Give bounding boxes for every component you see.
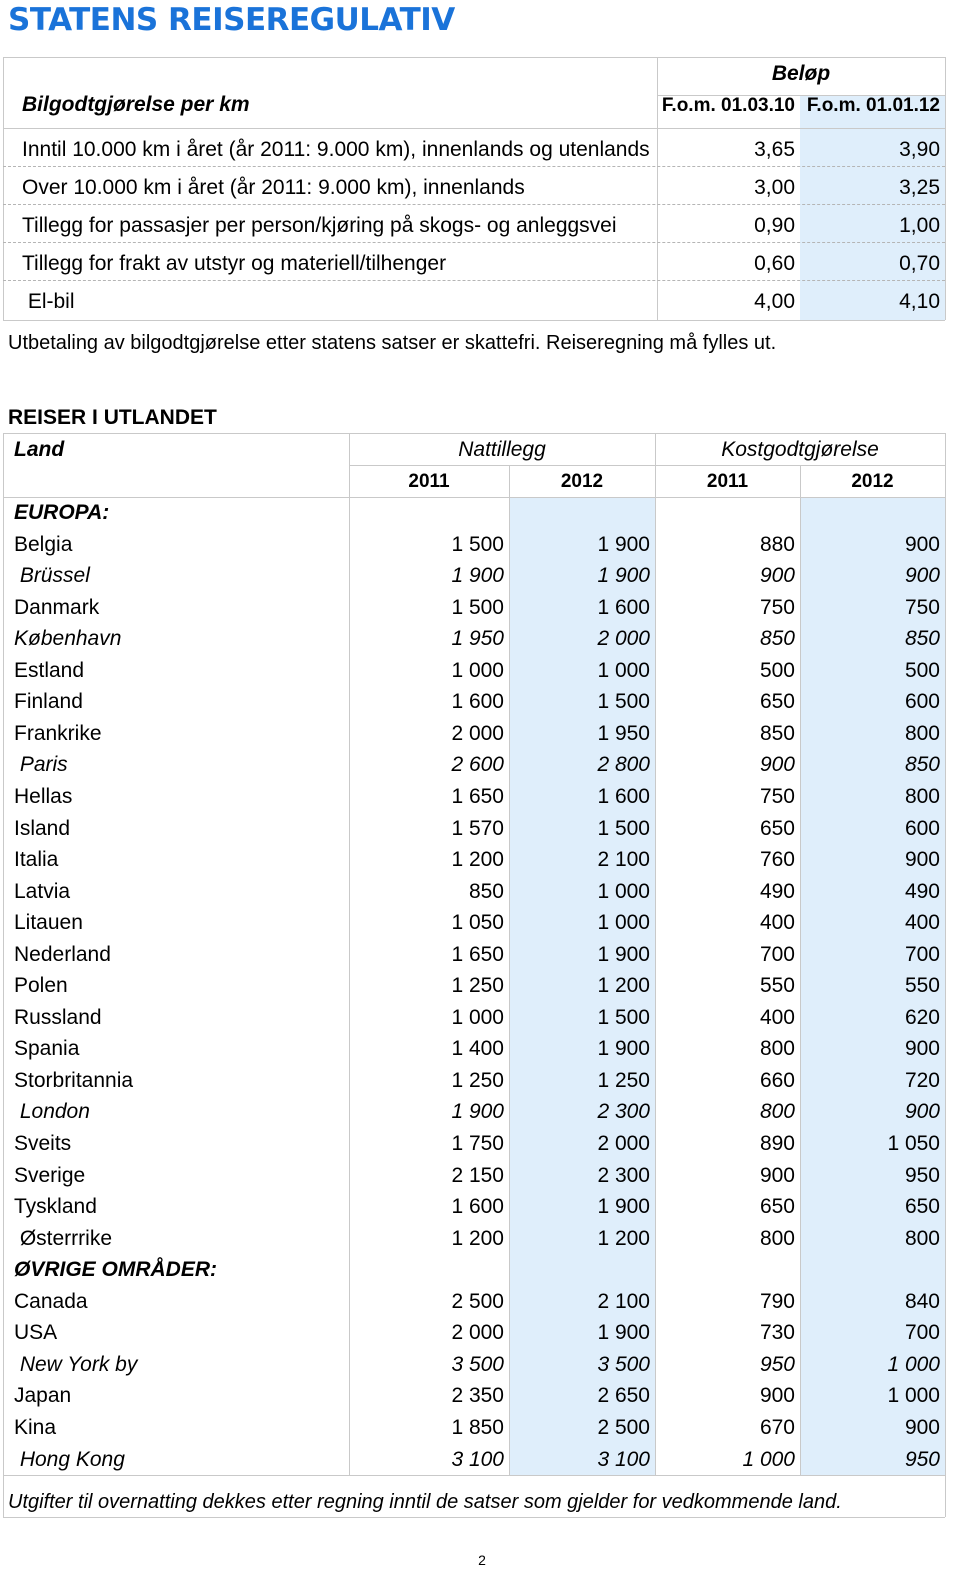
rate-value: 1 000 [451,1006,504,1029]
rate-value: 900 [904,1100,940,1123]
country-label: USA [14,1321,58,1344]
rate-value: 1 000 [887,1353,940,1376]
country-label: London [14,1100,90,1123]
country-label: Spania [14,1037,80,1060]
rate-value: 700 [759,943,795,966]
year-header: 2011 [408,471,450,492]
abroad-footer-note: Utgifter til overnatting dekkes etter regning inntil de satser som gjelder for vedkommende land. [8,1491,842,1513]
rate-value: 2 300 [597,1164,650,1187]
rate-value: 2 150 [451,1164,504,1187]
rate-value: 1 900 [597,943,650,966]
rate-value: 1 500 [597,690,650,713]
rate-value: 1 500 [451,596,504,619]
rate-value: 1 900 [597,1037,650,1060]
rate-value: 2 000 [597,1132,650,1155]
car-row-value: 4,00 [754,290,795,313]
year-header: 2012 [560,471,604,492]
rate-value: 750 [904,596,940,619]
rate-value: 790 [759,1290,795,1313]
rate-value: 1 900 [597,1321,650,1344]
rate-value: 1 950 [451,627,504,650]
rate-value: 1 000 [742,1448,795,1471]
country-label: Japan [14,1384,72,1407]
country-label: Sveits [14,1132,72,1155]
rate-value: 1 900 [451,1100,504,1123]
rate-value: 900 [759,564,795,587]
rate-value: 1 950 [597,722,650,745]
col-header-2012: F.o.m. 01.01.12 [806,95,940,116]
rate-value: 900 [904,533,940,556]
year-header: 2012 [851,471,894,492]
rate-value: 1 750 [451,1132,504,1155]
car-row-label: Inntil 10.000 km i året (år 2011: 9.000 km), innenlands og utenlands [22,138,650,161]
page-number: 2 [478,1552,486,1568]
rate-value: 850 [759,627,795,650]
country-label: København [14,627,122,650]
rate-value: 1 200 [597,1227,650,1250]
rate-value: 800 [904,1227,940,1250]
rate-value: 1 250 [597,1069,650,1092]
rate-value: 2 350 [451,1384,504,1407]
rate-value: 850 [468,880,504,903]
rate-value: 650 [904,1195,940,1218]
car-row-label: Tillegg for passasjer per person/kjøring på skogs- og anleggsvei [22,214,617,237]
rate-value: 2 800 [597,753,650,776]
country-label: Brüssel [14,564,90,587]
rate-value: 750 [759,596,795,619]
rate-value: 3 100 [451,1448,504,1471]
rate-value: 2 650 [597,1384,650,1407]
rate-value: 650 [759,690,795,713]
car-row-header: Bilgodtgjørelse per km [22,93,250,116]
car-row-value: 3,65 [754,138,795,161]
rate-value: 650 [759,1195,795,1218]
amount-group-header: Beløp [771,62,831,85]
country-label: Polen [14,974,68,997]
rate-value: 400 [904,911,940,934]
country-label: Tyskland [14,1195,97,1218]
country-label: Canada [14,1290,88,1313]
rate-value: 1 900 [597,564,650,587]
rate-value: 900 [759,753,795,776]
rate-value: 900 [904,1416,940,1439]
country-label: Hong Kong [14,1448,125,1471]
rate-value: 1 000 [597,911,650,934]
rate-value: 2 600 [451,753,504,776]
rate-value: 2 000 [451,1321,504,1344]
rate-value: 2 100 [597,1290,650,1313]
car-row-label: Over 10.000 km i året (år 2011: 9.000 km), innenlands [22,176,525,199]
rate-value: 800 [759,1100,795,1123]
rate-value: 2 000 [597,627,650,650]
rate-value: 1 500 [597,1006,650,1029]
rate-value: 750 [759,785,795,808]
rate-value: 900 [904,564,940,587]
rate-value: 1 200 [597,974,650,997]
rate-value: 1 250 [451,974,504,997]
country-label: Paris [14,753,68,776]
car-row-value: 3,25 [899,176,940,199]
col-header-2010: F.o.m. 01.03.10 [661,95,795,116]
rate-value: 850 [904,627,940,650]
rate-value: 700 [904,1321,940,1344]
region-heading: EUROPA: [14,501,110,524]
country-label: Nederland [14,943,111,966]
rate-value: 400 [759,911,795,934]
country-label: Østerrrike [14,1227,113,1250]
country-label: Italia [14,848,59,871]
rate-value: 550 [904,974,940,997]
rate-value: 1 050 [451,911,504,934]
rate-value: 800 [904,722,940,745]
abroad-heading: REISER I UTLANDET [8,406,217,429]
car-row-label: Tillegg for frakt av utstyr og materiell/tilhenger [22,252,447,275]
rate-value: 1 600 [451,690,504,713]
country-label: Hellas [14,785,73,808]
car-note: Utbetaling av bilgodtgjørelse etter statens satser er skattefri. Reiseregning må fylles ut. [8,332,777,354]
country-label: Sverige [14,1164,86,1187]
country-label: Danmark [14,596,100,619]
car-row-value: 0,90 [754,214,795,237]
col-header-kostgodtgjorelse: Kostgodtgjørelse [721,438,879,461]
country-label: Kina [14,1416,57,1439]
rate-value: 1 600 [597,596,650,619]
rate-value: 1 000 [597,659,650,682]
rate-value: 1 200 [451,848,504,871]
rate-value: 900 [904,848,940,871]
rate-value: 890 [759,1132,795,1155]
rate-value: 3 500 [451,1353,504,1376]
rate-value: 1 050 [887,1132,940,1155]
rate-value: 800 [759,1227,795,1250]
rate-value: 2 100 [597,848,650,871]
rate-value: 1 600 [597,785,650,808]
rate-value: 850 [759,722,795,745]
rate-value: 1 000 [887,1384,940,1407]
rate-value: 850 [904,753,940,776]
rate-value: 950 [904,1448,940,1471]
car-row-value: 3,00 [754,176,795,199]
country-label: Finland [14,690,83,713]
rate-value: 900 [759,1164,795,1187]
page-title: STATENS REISEREGULATIV [8,2,455,38]
rate-value: 3 100 [597,1448,650,1471]
rate-value: 1 600 [451,1195,504,1218]
car-row-value: 0,70 [899,252,940,275]
country-label: Island [14,817,71,840]
rate-value: 1 650 [451,943,504,966]
rate-value: 670 [759,1416,795,1439]
rate-value: 1 900 [597,533,650,556]
rate-value: 700 [904,943,940,966]
rate-value: 1 500 [597,817,650,840]
col-header-land: Land [14,438,65,461]
country-label: Russland [14,1006,102,1029]
rate-value: 900 [904,1037,940,1060]
rate-value: 2 500 [451,1290,504,1313]
rate-value: 600 [904,817,940,840]
rate-value: 1 000 [597,880,650,903]
rate-value: 2 300 [597,1100,650,1123]
rate-value: 600 [904,690,940,713]
country-label: Litauen [14,911,83,934]
car-row-label: El-bil [22,290,75,313]
rate-value: 1 900 [597,1195,650,1218]
car-row-value: 4,10 [899,290,940,313]
rate-value: 620 [904,1006,940,1029]
rate-value: 490 [904,880,940,903]
country-label: Estland [14,659,85,682]
rate-value: 650 [759,817,795,840]
country-label: New York by [14,1353,138,1376]
rate-value: 1 400 [451,1037,504,1060]
rate-value: 500 [904,659,940,682]
rate-value: 1 250 [451,1069,504,1092]
country-label: Latvia [14,880,71,903]
region-heading: ØVRIGE OMRÅDER: [14,1258,218,1281]
rate-value: 660 [759,1069,795,1092]
car-row-value: 1,00 [899,214,940,237]
rate-value: 500 [759,659,795,682]
col-header-nattillegg: Nattillegg [458,438,546,461]
rate-value: 1 200 [451,1227,504,1250]
rate-value: 760 [759,848,795,871]
rate-value: 3 500 [597,1353,650,1376]
country-label: Storbritannia [14,1069,134,1092]
rate-value: 2 500 [597,1416,650,1439]
rate-value: 400 [759,1006,795,1029]
rate-value: 1 850 [451,1416,504,1439]
rate-value: 1 500 [451,533,504,556]
rate-value: 950 [759,1353,795,1376]
rate-value: 840 [904,1290,940,1313]
rate-value: 1 570 [451,817,504,840]
rate-value: 1 000 [451,659,504,682]
country-label: Frankrike [14,722,102,745]
rate-value: 900 [759,1384,795,1407]
car-row-value: 3,90 [899,138,940,161]
rate-value: 550 [759,974,795,997]
rate-value: 1 650 [451,785,504,808]
car-row-value: 0,60 [754,252,795,275]
year-header: 2011 [706,471,749,492]
rate-value: 880 [759,533,795,556]
rate-value: 730 [759,1321,795,1344]
rate-value: 720 [904,1069,940,1092]
rate-value: 950 [904,1164,940,1187]
rate-value: 1 900 [451,564,504,587]
rate-value: 800 [904,785,940,808]
rate-value: 490 [759,880,795,903]
rate-value: 800 [759,1037,795,1060]
country-label: Belgia [14,533,73,556]
rate-value: 2 000 [451,722,504,745]
